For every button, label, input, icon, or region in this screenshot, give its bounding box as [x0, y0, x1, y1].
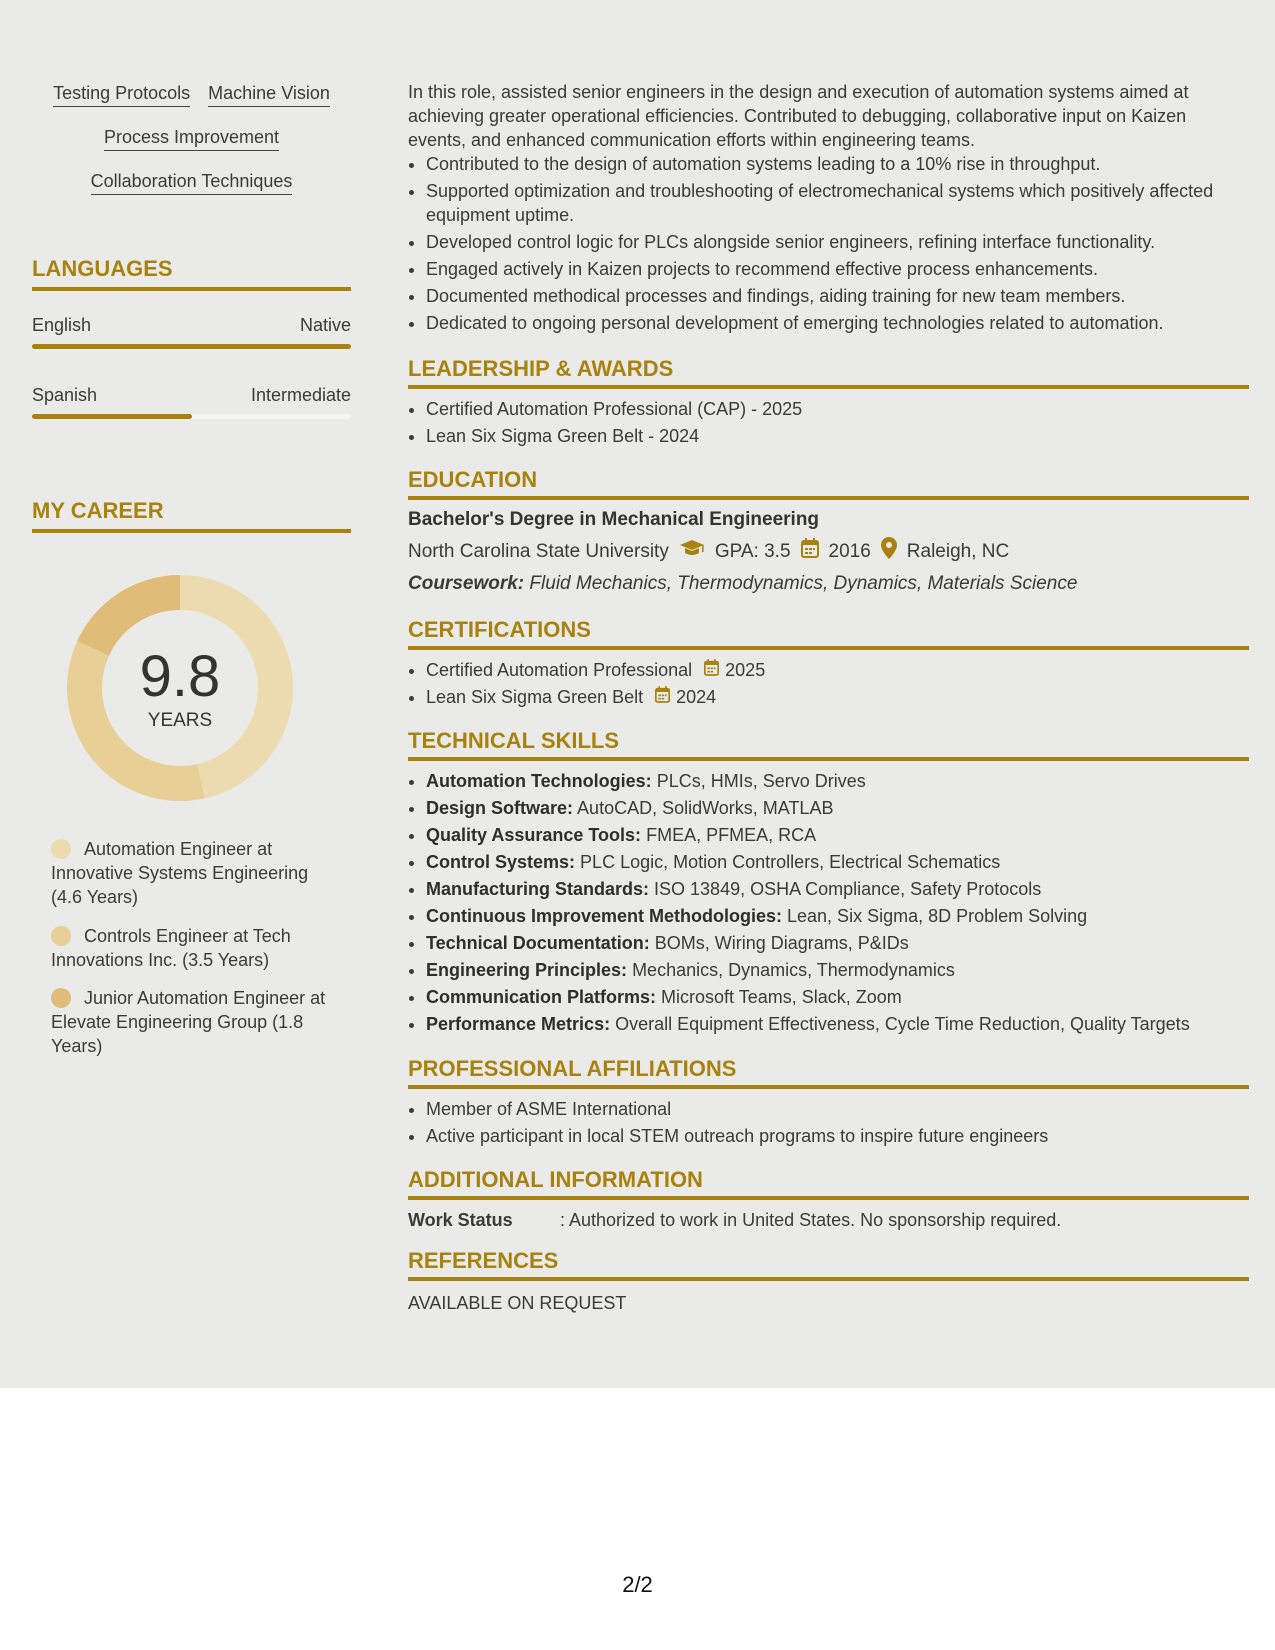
technical-skills-list [408, 769, 1249, 1039]
skill-tag: Collaboration Techniques [91, 170, 293, 195]
calendar-icon [801, 538, 819, 566]
list-item: • Quality Assurance Tools: FMEA, PFMEA, RCA [426, 823, 1249, 847]
calendar-icon [655, 685, 670, 709]
list-item: • Manufacturing Standards: ISO 13849, OSHA Compliance, Safety Protocols [426, 877, 1249, 901]
work-status-value: : Authorized to work in United States. No sponsorship required. [560, 1210, 1062, 1230]
list-item: • Supported optimization and troubleshooting of electromechanical systems which positively affected equipment uptime. [426, 179, 1249, 227]
certification-year: 2024 [676, 687, 717, 707]
language-row-english [32, 314, 351, 336]
experience-summary: In this role, assisted senior engineers in the design and execution of automation systems aimed at achieving greater operational efficiencies. Contributed to debugging, collaborative input on Kaizen events, and enhanced communication efforts within engineering teams. [408, 82, 1189, 150]
skill-tags [32, 82, 351, 195]
skill-tag: Process Improvement [104, 126, 279, 151]
skill-tag: Machine Vision [208, 82, 330, 107]
career-total-years: 9.8 [139, 644, 221, 709]
location-pin-icon [881, 537, 897, 567]
references-heading: REFERENCES [408, 1248, 1249, 1281]
list-item: • Certified Automation Professional (CAP) - 2025 [426, 397, 1249, 421]
degree-title: Bachelor's Degree in Mechanical Engineering [408, 509, 820, 530]
skill-tag: Testing Protocols [53, 82, 190, 107]
list-item: • Engaged actively in Kaizen projects to recommend effective process enhancements. [426, 257, 1249, 281]
list-item [426, 658, 1249, 682]
list-item: • Communication Platforms: Microsoft Teams, Slack, Zoom [426, 985, 1249, 1009]
certification-year: 2025 [725, 660, 766, 680]
languages-heading: LANGUAGES [32, 256, 351, 291]
language-row-spanish [32, 384, 351, 406]
page-number: 2/2 [622, 1572, 653, 1597]
list-item: • Performance Metrics: Overall Equipment Effectiveness, Cycle Time Reduction, Quality Targets [426, 1012, 1249, 1036]
coursework-label: Coursework: [408, 573, 525, 594]
language-bar-english [32, 344, 351, 349]
language-level: Native [299, 315, 351, 335]
list-item: • Active participant in local STEM outreach programs to inspire future engineers [426, 1124, 1249, 1148]
language-name: English [32, 315, 92, 335]
career-legend-item: Controls Engineer at Tech Innovations Inc. (3.5 Years) [51, 926, 291, 970]
career-heading: MY CAREER [32, 498, 351, 533]
list-item: • Design Software: AutoCAD, SolidWorks, MATLAB [426, 796, 1249, 820]
language-level: Intermediate [250, 385, 351, 405]
list-item: • Control Systems: PLC Logic, Motion Controllers, Electrical Schematics [426, 850, 1249, 874]
certifications-list [408, 658, 1249, 712]
certification-name: • Certified Automation Professional [426, 660, 693, 680]
list-item: • Technical Documentation: BOMs, Wiring Diagrams, P&IDs [426, 931, 1249, 955]
education-heading: EDUCATION [408, 467, 1249, 500]
calendar-icon [704, 658, 719, 682]
language-bar-fill [32, 344, 351, 349]
list-item: • Engineering Principles: Mechanics, Dynamics, Thermodynamics [426, 958, 1249, 982]
experience-section [408, 80, 1249, 338]
list-item: • Dedicated to ongoing personal development of emerging technologies related to automation. [426, 311, 1249, 335]
list-item: • Developed control logic for PLCs alongside senior engineers, refining interface functionality. [426, 230, 1249, 254]
list-item: • Continuous Improvement Methodologies: Lean, Six Sigma, 8D Problem Solving [426, 904, 1249, 928]
career-legend-item: Automation Engineer at Innovative Systems Engineering (4.6 Years) [51, 839, 309, 907]
list-item: • Contributed to the design of automation systems leading to a 10% rise in throughput. [426, 152, 1249, 176]
school-location: Raleigh, NC [906, 541, 1010, 562]
education-entry [408, 507, 1249, 597]
awards-heading: LEADERSHIP & AWARDS [408, 356, 1249, 389]
coursework-list: Fluid Mechanics, Thermodynamics, Dynamics, Materials Science [529, 573, 1078, 594]
work-status-row [408, 1208, 1249, 1232]
affiliations-heading: PROFESSIONAL AFFILIATIONS [408, 1056, 1249, 1089]
list-item: • Member of ASME International [426, 1097, 1249, 1121]
awards-list [408, 397, 1249, 451]
additional-info-heading: ADDITIONAL INFORMATION [408, 1167, 1249, 1200]
education-details [408, 537, 1249, 567]
language-name: Spanish [32, 385, 98, 405]
graduation-year: 2016 [828, 541, 871, 562]
references-text: AVAILABLE ON REQUEST [408, 1293, 627, 1313]
career-legend-item: Junior Automation Engineer at Elevate Engineering Group (1.8 Years) [51, 988, 326, 1056]
certification-name: • Lean Six Sigma Green Belt [426, 687, 644, 707]
list-item: • Lean Six Sigma Green Belt - 2024 [426, 424, 1249, 448]
affiliations-list [408, 1097, 1249, 1151]
gpa: GPA: 3.5 [714, 541, 791, 562]
career-years-unit: YEARS [147, 710, 213, 731]
career-donut-chart [67, 575, 293, 801]
certifications-heading: CERTIFICATIONS [408, 617, 1249, 650]
school-name: North Carolina State University [408, 541, 669, 562]
work-status-label: Work Status [408, 1210, 513, 1230]
graduation-cap-icon [679, 538, 705, 566]
list-item: • Automation Technologies: PLCs, HMIs, Servo Drives [426, 769, 1249, 793]
list-item [426, 685, 1249, 709]
language-bar-spanish [32, 414, 351, 419]
coursework [408, 571, 1249, 597]
technical-skills-heading: TECHNICAL SKILLS [408, 728, 1249, 761]
experience-bullets [408, 152, 1249, 335]
list-item: • Documented methodical processes and findings, aiding training for new team members. [426, 284, 1249, 308]
language-bar-fill [32, 414, 192, 419]
